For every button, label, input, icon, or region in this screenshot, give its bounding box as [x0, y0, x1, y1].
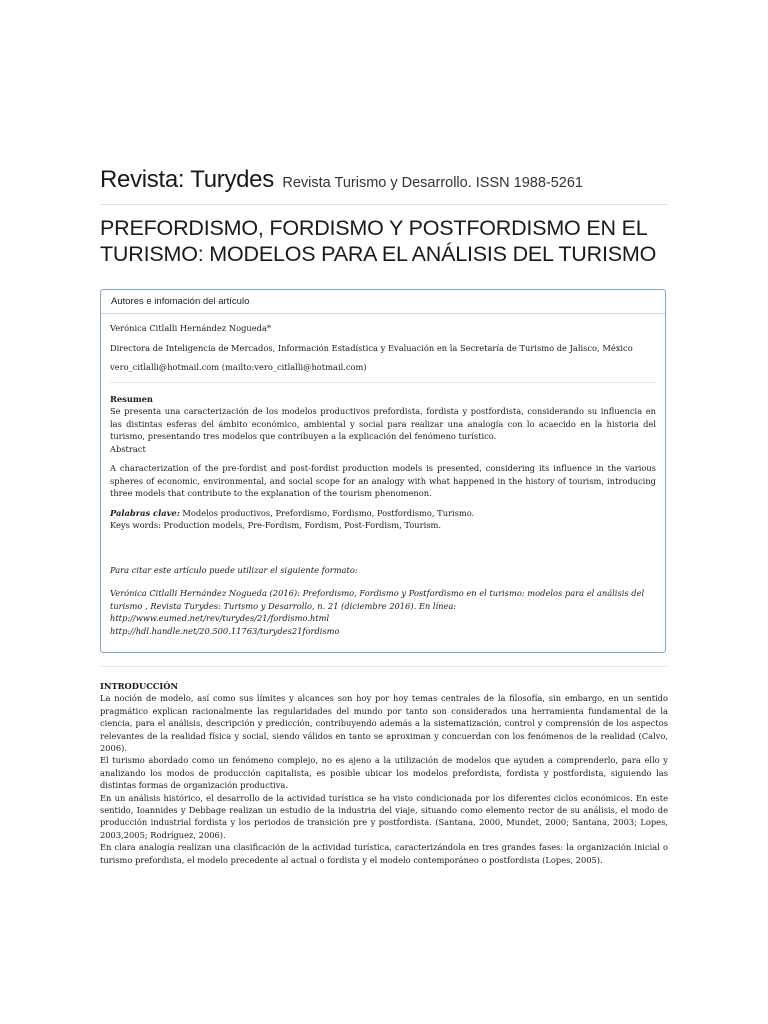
- journal-header: [100, 166, 668, 194]
- intro-paragraph: En un análisis histórico, el desarrollo de la actividad turística se ha visto condicionada por los diferentes ciclos económicos. En este sentido, Ioannides y Debbage realizan un estudio de la industria del viaje, situando como elemento rector de su análisis, el modo de producción industrial fordista y los periodos de transición pre y postfordista. (Santana, 2000, Mundet, 2000; Santana, 2003; Lopes, 2003,2005; Rodríguez, 2006).: [100, 792, 668, 840]
- keywords-es: Palabras clave: Modelos productivos, Prefordismo, Fordismo, Postfordismo, Turismo.: [110, 507, 475, 518]
- article-info-panel: [100, 289, 666, 653]
- intro-paragraph: La noción de modelo, así como sus límites y alcances son hoy por hoy temas centrales de la filosofía, sin embargo, en un sentido pragmático explican racionalmente las regularidades del mundo por tanto son considerados una herramienta fundamental de la ciencia, para el análisis, descripción y predicción, contribuyendo además a la sistematización, control y comprensión de los aspectos relevantes de la realidad física y social, siendo válidos en tanto se aproximan y concuerdan con los fenómenos de la realidad (Calvo, 2006).: [100, 693, 668, 754]
- author-name: Verónica Citlalli Hernández Nogueda*: [110, 323, 272, 333]
- citation-url-2[interactable]: http://hdl.handle.net/20.500.11763/turydes21fordismo: [110, 625, 340, 636]
- author-email-link[interactable]: vero_citlalli@hotmail.com (mailto:vero_citlalli@hotmail.com): [110, 362, 367, 372]
- resumen-text: Se presenta una caracterización de los modelos productivos prefordista, fordista y postfordista, considerando su influencia en las distintas esferas del ámbito económico, ambiental y social para realizar una analogía con lo acaecido en la historia del turismo, presentando tres modelos que contribuyen a la explicación del fenómeno turístico.: [110, 406, 656, 441]
- panel-divider: [110, 382, 656, 383]
- citation-text: Verónica Citlalli Hernández Nogueda (2016): Prefordismo, Fordismo y Postfordismo en el turismo: modelos para el análisis del turismo , Revista Turydes: Turismo y Desarrollo, n. 21 (diciembre 2016). En línea:: [110, 588, 645, 611]
- citation-url-1[interactable]: http://www.eumed.net/rev/turydes/21/fordismo.html: [110, 613, 330, 623]
- panel-heading: Autores e infomación del artículo: [101, 290, 665, 314]
- header-divider: [100, 204, 668, 205]
- abstract-text: A characterization of the pre-fordist and post-fordist production models is presented, considering its influence in the various spheres of economic, environmental, and social scope for an analogy with what happened in the history of tourism, introducing three models that contribute to the explanation of the tourism phenomenon.: [110, 463, 656, 498]
- section-divider: [100, 666, 668, 667]
- panel-body: [101, 314, 665, 637]
- abstract-label: Abstract: [110, 443, 146, 454]
- introduction-section: [100, 680, 668, 866]
- author-affiliation: Directora de Inteligencia de Mercados, Información Estadística y Evaluación en la Secretaría de Turismo de Jalisco, México: [110, 342, 633, 353]
- article-title: PREFORDISMO, FORDISMO Y POSTFORDISMO EN EL TURISMO: MODELOS PARA EL ANÁLISIS DEL TURISMO: [100, 216, 657, 266]
- resumen-label: Resumen: [110, 393, 153, 404]
- intro-heading: INTRODUCCIÓN: [100, 681, 179, 691]
- intro-paragraph: En clara analogía realizan una clasificación de la actividad turística, caracterizándola en tres grandes fases: la organización inicial o turismo prefordista, el modelo precedente al actual o fordista y el modelo contemporáneo o postfordista (Lopes, 2005).: [100, 842, 668, 865]
- intro-paragraph: El turismo abordado como un fenómeno complejo, no es ajeno a la utilización de modelos que ayuden a comprenderlo, para ello y analizando los modos de producción capitalista, es posible ubicar los modelos prefordista, fordista y postfordista, siguiendo las distintas formas de organización productiva.: [100, 755, 668, 791]
- cite-intro: Para citar este artículo puede utilizar el siguiente formato:: [110, 564, 358, 575]
- keywords-en: Keys words: Production models, Pre-Fordism, Fordism, Post-Fordism, Tourism.: [110, 520, 442, 530]
- journal-name: Revista: Turydes: [100, 166, 274, 193]
- journal-subtitle: Revista Turismo y Desarrollo. ISSN 1988-5261: [282, 175, 583, 191]
